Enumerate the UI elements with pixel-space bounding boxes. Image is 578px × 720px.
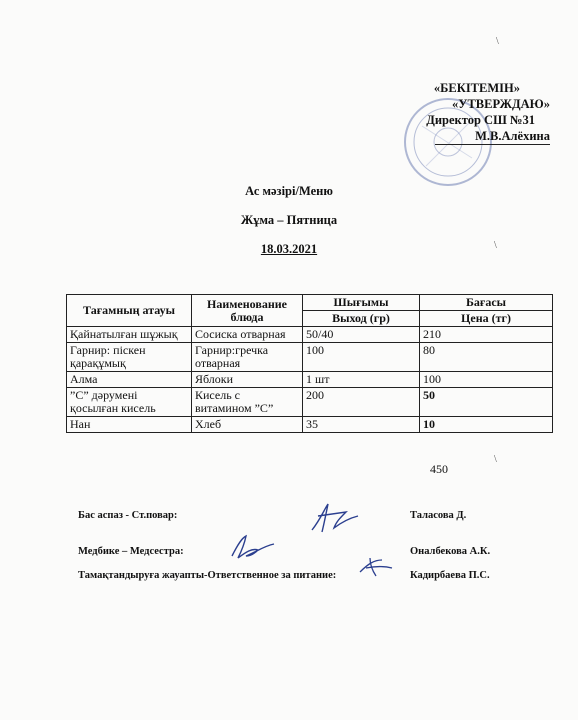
- cell-yield: 200: [303, 388, 420, 417]
- signature-label-chef: Бас аспаз - Ст.повар:: [78, 510, 178, 521]
- menu-title: Ас мәзірі/Меню: [245, 184, 333, 198]
- cell-yield: 35: [303, 417, 420, 433]
- header-yield-ru: Выход (гр): [303, 311, 420, 327]
- cell-dish-kz: Гарнир: піскен қарақұмық: [67, 343, 192, 372]
- handwritten-signature-nurse: [228, 532, 278, 562]
- header-yield-kz: Шығымы: [303, 295, 420, 311]
- header-dish-ru: Наименование блюда: [192, 295, 303, 327]
- header-price-kz: Бағасы: [420, 295, 553, 311]
- cell-price: 50: [420, 388, 553, 417]
- cell-yield: 100: [303, 343, 420, 372]
- cell-dish-ru: Яблоки: [192, 372, 303, 388]
- cell-price: 10: [420, 417, 553, 433]
- header-price-ru: Цена (тг): [420, 311, 553, 327]
- handwritten-signature-chef: [306, 500, 364, 536]
- table-row: [67, 372, 553, 388]
- signature-label-responsible: Тамақтандыруға жауапты-Ответственное за питание:: [78, 570, 337, 581]
- approval-block: [380, 80, 550, 145]
- signature-name-nurse: Оналбекова А.К.: [410, 546, 491, 557]
- cell-price: 210: [420, 327, 553, 343]
- approval-director-name: М.В.Алёхина: [435, 128, 550, 145]
- cell-dish-ru: Кисель с витамином ”С”: [192, 388, 303, 417]
- scan-mark: \: [496, 36, 499, 47]
- scan-mark: \: [494, 454, 497, 465]
- approval-position: Директор СШ №31: [426, 113, 535, 127]
- cell-dish-ru: Хлеб: [192, 417, 303, 433]
- table-row: [67, 388, 553, 417]
- cell-dish-kz: Алма: [67, 372, 192, 388]
- handwritten-signature-responsible: [356, 554, 396, 580]
- menu-date: 18.03.2021: [260, 242, 318, 256]
- table-row: [67, 327, 553, 343]
- approval-ru: «УТВЕРЖДАЮ»: [452, 97, 550, 111]
- cell-dish-ru: Сосиска отварная: [192, 327, 303, 343]
- cell-price: 100: [420, 372, 553, 388]
- signature-name-chef: Таласова Д.: [410, 510, 467, 521]
- approval-kz: «БЕКІТЕМІН»: [433, 81, 520, 95]
- cell-dish-kz: Нан: [67, 417, 192, 433]
- signature-label-nurse: Медбике – Медсестра:: [78, 546, 184, 557]
- scan-mark: \: [494, 240, 497, 251]
- menu-day: Жұма – Пятница: [240, 213, 338, 227]
- signature-name-responsible: Кадирбаева П.С.: [410, 570, 490, 581]
- cell-price: 80: [420, 343, 553, 372]
- header-dish-kz: Тағамның атауы: [67, 295, 192, 327]
- table-row: [67, 417, 553, 433]
- table-header-row-top: [67, 295, 553, 311]
- menu-table: [66, 294, 553, 433]
- total-price: 450: [430, 462, 448, 476]
- cell-dish-kz: Қайнатылған шұжық: [67, 327, 192, 343]
- cell-yield: 1 шт: [303, 372, 420, 388]
- cell-dish-ru: Гарнир:гречка отварная: [192, 343, 303, 372]
- cell-dish-kz: ”С” дәрумені қосылған кисель: [67, 388, 192, 417]
- cell-yield: 50/40: [303, 327, 420, 343]
- table-row: [67, 343, 553, 372]
